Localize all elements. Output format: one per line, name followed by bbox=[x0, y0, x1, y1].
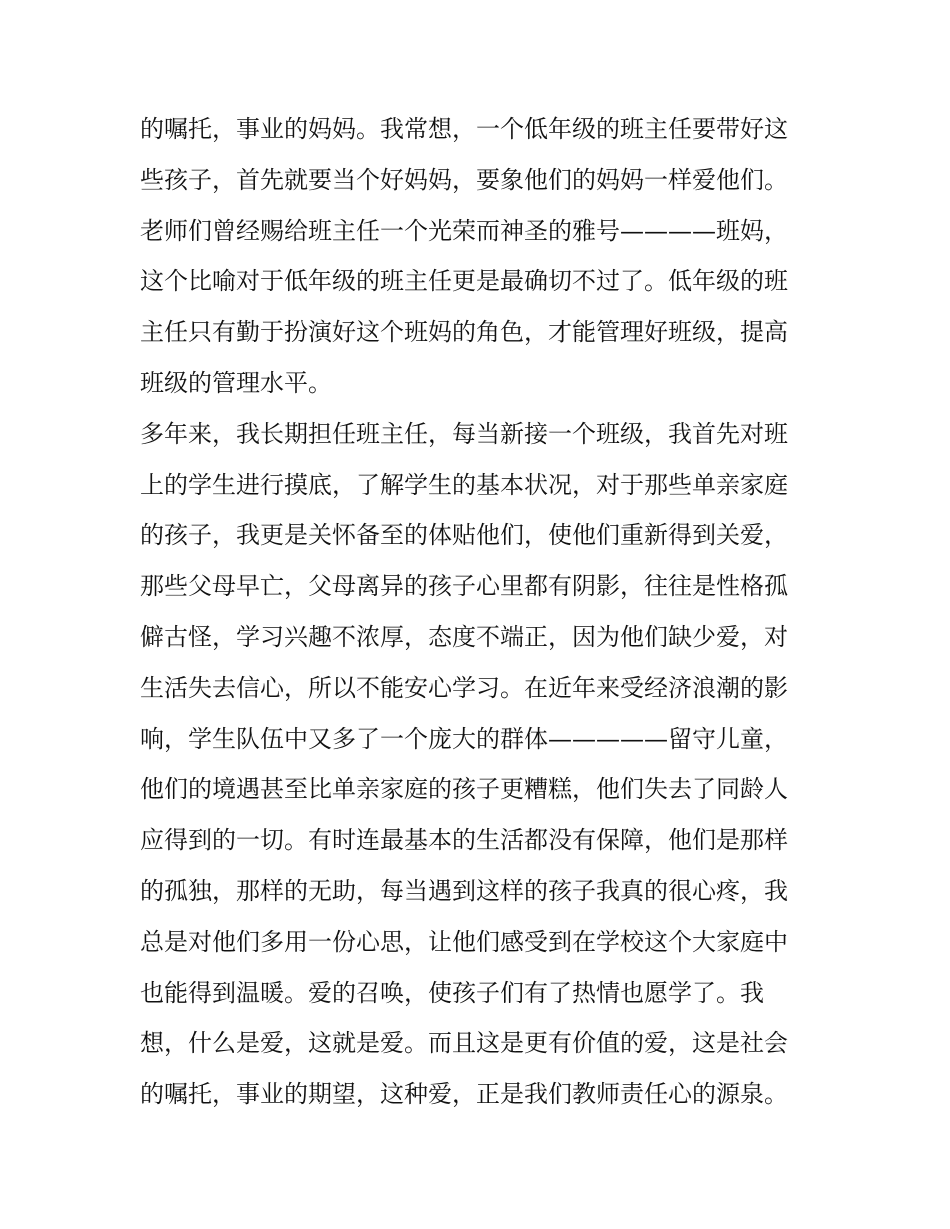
text-line: 僻古怪，学习兴趣不浓厚，态度不端正，因为他们缺少爱，对 bbox=[140, 622, 788, 651]
text-line: 的孤独，那样的无助，每当遇到这样的孩子我真的很心疼，我 bbox=[140, 876, 788, 905]
text-line: 也能得到温暖。爱的召唤，使孩子们有了热情也愿学了。我 bbox=[140, 978, 764, 1007]
body-text bbox=[140, 104, 830, 1120]
text-line: 上的学生进行摸底，了解学生的基本状况，对于那些单亲家庭 bbox=[140, 470, 788, 499]
text-line: 的嘱托，事业的妈妈。我常想，一个低年级的班主任要带好这 bbox=[140, 115, 788, 143]
text-line: 些孩子，首先就要当个好妈妈，要象他们的妈妈一样爱他们。 bbox=[140, 165, 788, 194]
text-line: 的孩子，我更是关怀备至的体贴他们，使他们重新得到关爱， bbox=[140, 521, 788, 550]
text-line: 班级的管理水平。 bbox=[140, 368, 332, 397]
text-line: 生活失去信心，所以不能安心学习。在近年来受经济浪潮的影 bbox=[140, 673, 788, 702]
text-line: 这个比喻对于低年级的班主任更是最确切不过了。低年级的班 bbox=[140, 267, 788, 296]
text-line: 那些父母早亡，父母离异的孩子心里都有阴影，往往是性格孤 bbox=[140, 572, 788, 601]
text-line: 的嘱托，事业的期望，这种爱，正是我们教师责任心的源泉。 bbox=[140, 1080, 788, 1109]
text-line: 总是对他们多用一份心思，让他们感受到在学校这个大家庭中 bbox=[140, 927, 788, 956]
text-line: 应得到的一切。有时连最基本的生活都没有保障，他们是那样 bbox=[140, 826, 788, 855]
text-line: 想，什么是爱，这就是爱。而且这是更有价值的爱，这是社会 bbox=[140, 1029, 788, 1058]
text-line: 他们的境遇甚至比单亲家庭的孩子更糟糕，他们失去了同龄人 bbox=[140, 775, 788, 804]
text-line: 老师们曾经赐给班主任一个光荣而神圣的雅号————班妈， bbox=[140, 216, 788, 245]
text-line: 主任只有勤于扮演好这个班妈的角色，才能管理好班级，提高 bbox=[140, 318, 788, 347]
text-line: 多年来，我长期担任班主任，每当新接一个班级，我首先对班 bbox=[140, 419, 788, 448]
text-line: 响，学生队伍中又多了一个庞大的群体—————留守儿童， bbox=[140, 724, 788, 753]
